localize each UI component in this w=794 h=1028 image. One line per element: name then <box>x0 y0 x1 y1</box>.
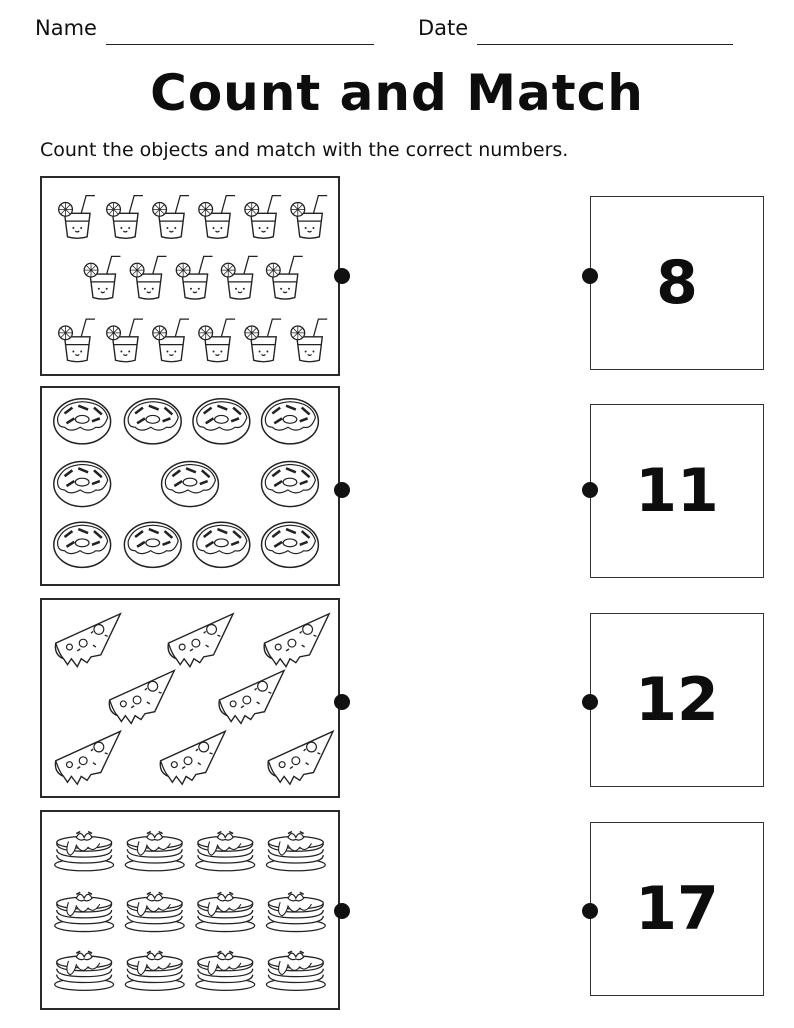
pizza-slice-icon <box>55 731 120 784</box>
object-dot-2[interactable] <box>334 482 350 498</box>
juice-glass-icon <box>245 319 281 362</box>
pancake-stack-icon <box>55 832 114 871</box>
object-box-juice <box>40 176 340 376</box>
juice-glass-icon <box>245 196 281 239</box>
number-box-4 <box>590 822 764 996</box>
pancake-stack-icon <box>196 832 255 871</box>
donut-icon <box>262 522 319 567</box>
number-dot-3[interactable] <box>582 694 598 710</box>
number-box-2 <box>590 404 764 578</box>
pancake-stack-icon <box>266 832 325 871</box>
number-dot-4[interactable] <box>582 903 598 919</box>
pizza-slice-icon <box>219 671 284 724</box>
number-box-3 <box>590 613 764 787</box>
pancake-stack-icon <box>55 951 114 990</box>
pancake-stack-icon <box>125 892 184 931</box>
pancake-stack-icon <box>196 892 255 931</box>
pancake-stack-icon <box>55 892 114 931</box>
number-label: 17 <box>635 874 719 944</box>
object-dot-1[interactable] <box>334 268 350 284</box>
donut-icon <box>262 462 319 507</box>
juice-glass-icon <box>221 256 257 299</box>
juice-glass-icon <box>107 196 143 239</box>
juice-glass-icon <box>59 196 95 239</box>
object-box-pizza <box>40 598 340 798</box>
pancake-stack-icon <box>266 892 325 931</box>
name-label: Name <box>35 16 97 40</box>
object-dot-4[interactable] <box>334 903 350 919</box>
number-dot-2[interactable] <box>582 482 598 498</box>
pizza-slices-group <box>42 600 338 796</box>
object-dot-3[interactable] <box>334 694 350 710</box>
pancake-stack-icon <box>125 832 184 871</box>
pizza-slice-icon <box>168 614 233 667</box>
pizza-slice-icon <box>264 614 329 667</box>
juice-glass-icon <box>176 256 212 299</box>
juice-glass-icon <box>199 196 235 239</box>
donut-icon <box>54 462 111 507</box>
juice-glass-icon <box>291 319 327 362</box>
juice-glasses-group <box>42 178 338 374</box>
donut-icon <box>124 522 181 567</box>
worksheet-title: Count and Match <box>150 64 644 122</box>
object-box-donuts <box>40 386 340 586</box>
donuts-group <box>42 388 338 584</box>
pizza-slice-icon <box>55 614 120 667</box>
pancake-stack-icon <box>125 951 184 990</box>
donut-icon <box>162 462 219 507</box>
pancake-stack-icon <box>196 951 255 990</box>
juice-glass-icon <box>291 196 327 239</box>
pizza-slice-icon <box>160 731 225 784</box>
juice-glass-icon <box>59 319 95 362</box>
number-label: 8 <box>656 248 698 318</box>
pancake-stack-icon <box>266 951 325 990</box>
juice-glass-icon <box>153 196 189 239</box>
pancakes-group <box>42 812 338 1008</box>
number-label: 11 <box>635 456 719 526</box>
donut-icon <box>193 399 250 444</box>
instructions: Count the objects and match with the correct numbers. <box>40 139 569 161</box>
donut-icon <box>54 399 111 444</box>
juice-glass-icon <box>107 319 143 362</box>
number-dot-1[interactable] <box>582 268 598 284</box>
juice-glass-icon <box>199 319 235 362</box>
number-label: 12 <box>635 665 719 735</box>
juice-glass-icon <box>84 256 120 299</box>
juice-glass-icon <box>130 256 166 299</box>
juice-glass-icon <box>153 319 189 362</box>
name-write-line[interactable] <box>106 44 374 45</box>
donut-icon <box>262 399 319 444</box>
number-box-1 <box>590 196 764 370</box>
juice-glass-icon <box>266 256 302 299</box>
donut-icon <box>54 522 111 567</box>
donut-icon <box>193 522 250 567</box>
pizza-slice-icon <box>109 671 174 724</box>
date-write-line[interactable] <box>477 44 733 45</box>
date-label: Date <box>418 16 469 40</box>
donut-icon <box>124 399 181 444</box>
pizza-slice-icon <box>268 731 333 784</box>
object-box-pancakes <box>40 810 340 1010</box>
